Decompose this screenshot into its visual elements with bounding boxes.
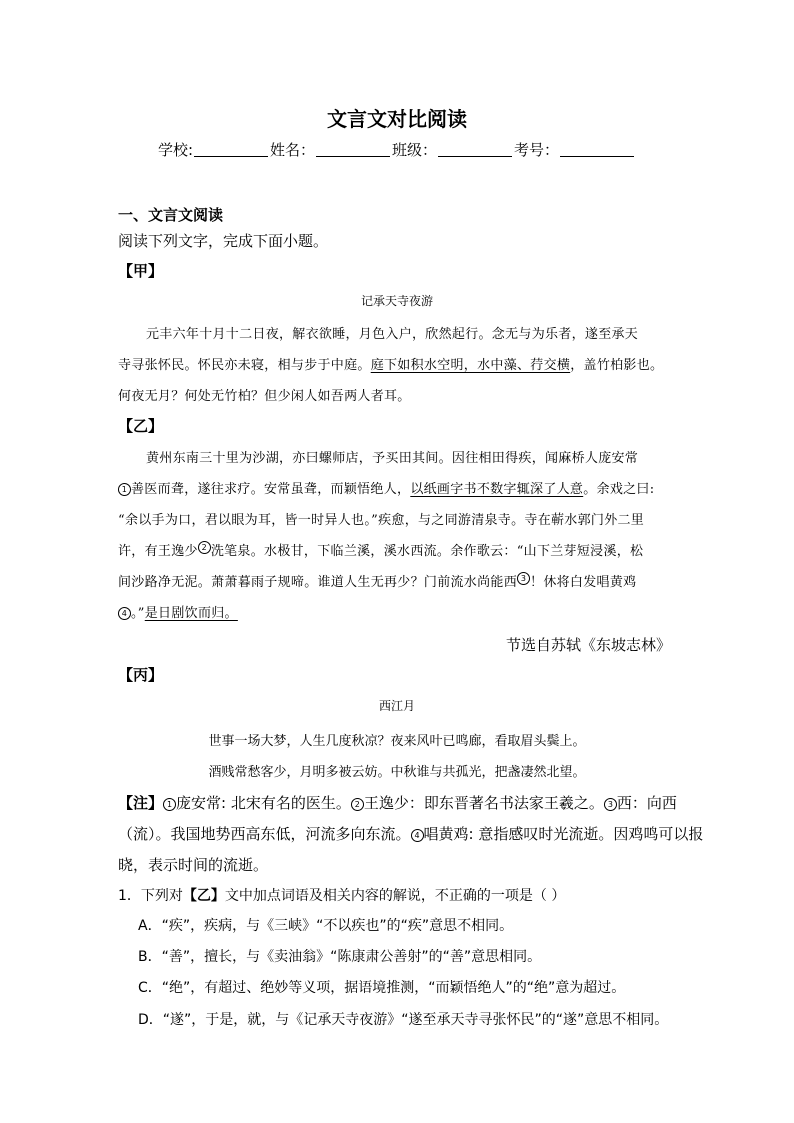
- yi-line-5-text: 间沙路净无泥。萧萧暮雨子规啼。谁道人生无再少？门前流水尚能西: [118, 575, 518, 590]
- name-label: 姓名：: [270, 141, 316, 159]
- yi-line-5: [118, 571, 636, 590]
- yi-line-2-text: 善医而聋，遂往求疗。安常虽聋，而颖悟绝人，: [131, 482, 411, 497]
- jia-line-2: [118, 354, 663, 373]
- yi-line-1: 黄州东南三十里为沙湖，亦曰螺师店，予买田其间。因往相田得疾，闻麻桥人庞安常: [146, 451, 639, 466]
- notes-line-3: 晓，表示时间的流逝。: [118, 856, 269, 874]
- section-instruction: 阅读下列文字，完成下面小题。: [118, 232, 329, 250]
- jia-tag: 【甲】: [118, 262, 164, 280]
- notes-item-3-cont: （流）。我国地势西高东低，河流多向东流。: [118, 825, 411, 843]
- yi-line-6-text: 。”: [131, 606, 145, 621]
- yi-line-5-rest: ！休将白发唱黄鸡: [530, 575, 637, 590]
- question-1-stem: [118, 885, 565, 905]
- notes-item-3: 西：向西: [616, 794, 677, 812]
- school-label: 学校:: [157, 141, 193, 159]
- yi-line-6: [118, 602, 238, 621]
- question-1-text: 文中加点词语及相关内容的解说，不正确的一项是（ ）: [224, 888, 566, 904]
- yi-underlined-sentence: 以纸画字书不数字辄深了人意: [410, 482, 584, 497]
- question-1-number: 1．下列对: [118, 888, 183, 904]
- yi-line-2-end: 。余戏之曰:: [583, 482, 655, 497]
- school-blank[interactable]: [194, 142, 268, 157]
- notes-marker-2: 2: [351, 798, 364, 811]
- note-marker-1: 1: [118, 483, 131, 496]
- yi-underlined-ending: 是日剧饮而归。: [144, 606, 238, 621]
- question-1-option-c[interactable]: C．“绝”，有超过、绝妙等义项，据语境推测，“而颖悟绝人”的“绝”意为超过。: [138, 980, 626, 996]
- poem-line-1: 世事一场大梦，人生几度秋凉？夜来风叶已鸣廊，看取眉头鬓上。: [208, 734, 586, 749]
- notes-marker-1: 1: [163, 798, 176, 811]
- jia-title: 记承天寺夜游: [360, 294, 433, 308]
- id-blank[interactable]: [560, 142, 634, 157]
- yi-line-4-text: 许，有王逸少: [118, 544, 198, 559]
- bing-title: 西江月: [378, 699, 415, 713]
- poem-line-2: 酒贱常愁客少，月明多被云妨。中秋谁与共孤光，把盏凄然北望。: [208, 765, 586, 780]
- jia-line-2-text: 寺寻张怀民。怀民亦未寝，相与步于中庭。: [118, 358, 371, 373]
- yi-line-4: [118, 540, 643, 559]
- page-title: 文言文对比阅读: [327, 107, 467, 131]
- notes-marker-3: 3: [604, 798, 617, 811]
- notes-item-2: 王逸少：即东晋著名书法家王羲之。: [363, 794, 604, 812]
- notes-item-1: 庞安常: 北宋有名的医生。: [176, 794, 351, 812]
- question-1-option-a[interactable]: A．“疾”，疾病，与《三峡》“不以疾也”的“疾”意思不相同。: [138, 918, 514, 934]
- yi-tag: 【乙】: [118, 417, 164, 435]
- note-marker-2: 2: [198, 541, 211, 554]
- yi-line-2: [118, 478, 654, 497]
- class-blank[interactable]: [438, 142, 512, 157]
- note-marker-3: 3: [517, 572, 530, 585]
- source-citation: 节选自苏轼《东坡志林》: [505, 636, 671, 654]
- section-heading: 一、文言文阅读: [118, 206, 224, 224]
- question-1-option-d[interactable]: D．“遂”，于是，就，与《记承天寺夜游》“遂至承天寺寻张怀民”的“遂”意思不相同。: [138, 1012, 669, 1028]
- notes-item-4: 唱黄鸡: 意指感叹时光流逝。因鸡鸣可以报: [423, 825, 704, 843]
- yi-line-3: “余以手为口，君以眼为耳，皆一时异人也。”疾愈，与之同游清泉寺。寺在蕲水郭门外二里: [118, 513, 645, 528]
- name-blank[interactable]: [316, 142, 390, 157]
- notes-marker-4: 4: [411, 829, 424, 842]
- yi-line-4-rest: 洗笔泉。水极甘，下临兰溪，溪水西流。余作歌云：“山下兰芽短浸溪，松: [210, 544, 644, 559]
- class-label: 班级：: [392, 141, 438, 159]
- notes-tag: 【注】: [118, 794, 164, 812]
- jia-line-3: 何夜无月？何处无竹柏？但少闲人如吾两人者耳。: [118, 389, 411, 404]
- bing-tag: 【丙】: [118, 666, 164, 684]
- notes-line-1: [118, 792, 677, 813]
- note-marker-4: 4: [118, 607, 131, 620]
- question-1-tag: 【乙】: [182, 888, 225, 904]
- jia-line-2-end: ，盖竹柏影也。: [570, 358, 664, 373]
- id-label: 考号：: [514, 141, 560, 159]
- question-1-option-b[interactable]: B．“善”，擅长，与《卖油翁》“陈康肃公善射”的“善”意思相同。: [138, 949, 542, 965]
- jia-line-1: 元丰六年十月十二日夜，解衣欲睡，月色入户，欣然起行。念无与为乐者，遂至承天: [146, 327, 639, 342]
- notes-line-2: [118, 823, 703, 844]
- student-info-line: [0, 139, 794, 160]
- jia-underlined-sentence: 庭下如积水空明，水中藻、荇交横: [370, 358, 571, 373]
